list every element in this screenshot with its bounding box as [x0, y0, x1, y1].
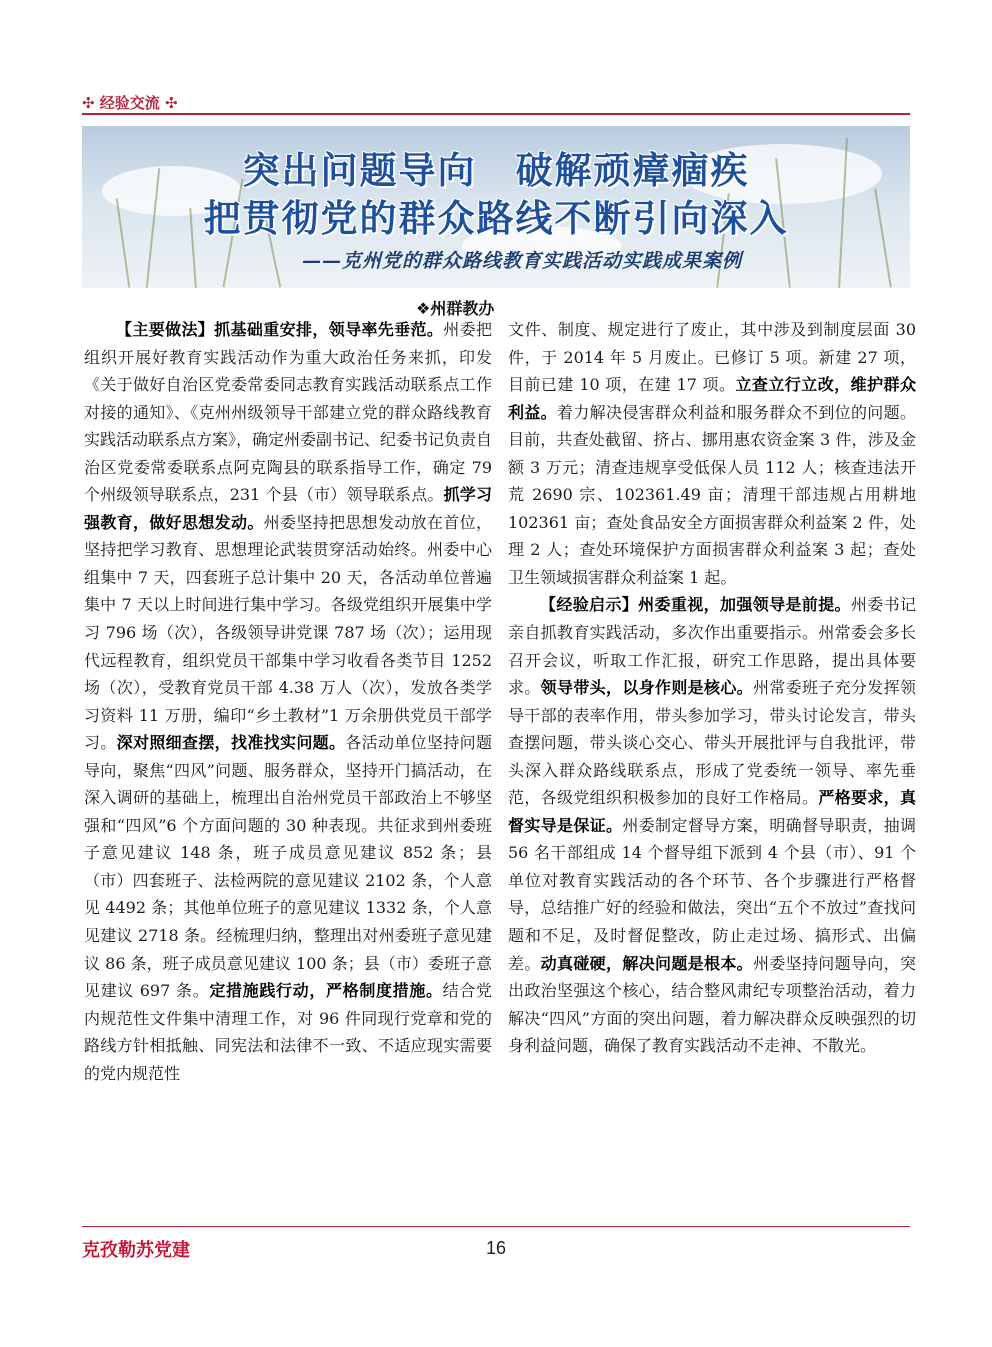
- bold-heading: 领导带头，以身作则是核心。: [540, 678, 753, 698]
- bold-heading: 定措施践行动，严格制度措施。: [209, 981, 443, 1001]
- bold-heading: 立查立行立改，维护群众利益。: [508, 375, 916, 422]
- article-title-line-1: 突出问题导向 破解顽瘴痼疾: [242, 149, 750, 192]
- footer-rule: [82, 1226, 910, 1227]
- page-number: 16: [486, 1238, 507, 1258]
- left-column: [84, 316, 492, 1087]
- bold-heading: 抓学习强教育，做好思想发动。: [84, 485, 492, 532]
- header-rule: [82, 113, 910, 115]
- bold-heading: 【经验启示】州委重视，加强领导是前提。: [540, 595, 851, 615]
- bold-heading: 动真碰硬，解决问题是根本。: [540, 953, 753, 973]
- section-tag: ✣ 经验交流 ✣: [82, 94, 178, 112]
- right-column: [508, 316, 916, 1060]
- bold-heading: 严格要求，真督实导是保证。: [508, 788, 916, 835]
- author-byline: ❖州群教办: [416, 299, 495, 318]
- paragraph: 【主要做法】抓基础重安排，领导率先垂范。州委把组织开展好教育实践活动作为重大政治任务来抓，印发《关于做好自治区党委常委同志教育实践活动联系点工作对接的通知》、《克州州级领导干部建立党的群众路线教育实践活动联系点方案》，确定州委副书记、纪委书记负责自治区党委常委联系点阿克陶县的联系指导工作，确定 79 个州级领导联系点，231 个县（市）领导联系点。抓学习强教育，做好思想发动。州委坚持把思想发动放在首位，坚持把学习教育、思想理论武装贯穿活动始终。州委中心组集中 7 天，四套班子总计集中 20 天，各活动单位普遍集中 7 天以上时间进行集中学习。各级党组织开展集中学习 796 场（次），各级领导讲党课 787 场（次）；运用现代远程教育，组织党员干部集中学习收看各类节目 1252 场（次），受教育党员干部 4.38 万人（次），发放各类学习资料 11 万册，编印“乡土教材”1 万余册供党员干部学习。深对照细查摆，找准找实问题。各活动单位坚持问题导向，聚焦“四风”问题、服务群众，坚持开门搞活动，在深入调研的基础上，梳理出自治州党员干部政治上不够坚强和“四风”6 个方面问题的 30 种表现。共征求到州委班子意见建议 148 条，班子成员意见建议 852 条；县（市）四套班子、法检两院的意见建议 2102 条，个人意见 4492 条；其他单位班子的意见建议 1332 条，个人意见建议 2718 条。经梳理归纳，整理出对州委班子意见建议 86 条，班子成员意见建议 100 条；县（市）委班子意见建议 697 条。定措施践行动，严格制度措施。结合党内规范性文件集中清理工作，对 96 件同现行党章和党的路线方针相抵触、同宪法和法律不一致、不适应现实需要的党内规范性: [84, 320, 493, 1083]
- journal-logo: 克孜勒苏党建: [82, 1240, 190, 1261]
- paragraph: 【经验启示】州委重视，加强领导是前提。州委书记亲自抓教育实践活动，多次作出重要指示。州常委会多长召开会议，听取工作汇报，研究工作思路，提出具体要求。领导带头，以身作则是核心。州常委班子充分发挥领导干部的表率作用，带头参加学习，带头讨论发言，带头查摆问题，带头谈心交心、带头开展批评与自我批评，带头深入群众路线联系点，形成了党委统一领导、率先垂范，各级党组织积极参加的良好工作格局。严格要求，真督实导是保证。州委制定督导方案，明确督导职责，抽调 56 名干部组成 14 个督导组下派到 4 个县（市）、91 个单位对教育实践活动的各个环节、各个步骤进行严格督导，总结推广好的经验和做法，突出“五个不放过”查找问题和不足，及时督促整改，防止走过场、搞形式、出偏差。动真碰硬，解决问题是根本。州委坚持问题导向，突出政治坚强这个核心，结合整风肃纪专项整治活动，着力解决“四风”方面的突出问题，着力解决群众反映强烈的切身利益问题，确保了教育实践活动不走神、不散光。: [508, 595, 916, 1056]
- article-title-line-2: 把贯彻党的群众路线不断引向深入: [203, 197, 789, 240]
- article-subtitle: ——克州党的群众路线教育实践活动实践成果案例: [302, 250, 743, 272]
- paragraph: 文件、制度、规定进行了废止，其中涉及到制度层面 30 件，于 2014 年 5 月废止。已修订 5 项。新建 27 项，目前已建 10 项，在建 17 项。立查立行立改，维护群众利益。着力解决侵害群众利益和服务群众不到位的问题。目前，共查处截留、挤占、挪用惠农资金案 3 件，涉及金额 3 万元；清查违规享受低保人员 112 人；核查违法开荒 2690 宗、102361.49 亩；清理干部违规占用耕地 102361 亩；查处食品安全方面损害群众利益案 2 件，处理 2 人；查处环境保护方面损害群众利益案 3 起；查处卫生领域损害群众利益案 1 起。: [508, 320, 916, 587]
- title-banner: [82, 126, 910, 288]
- bold-heading: 【主要做法】抓基础重安排，领导率先垂范。: [116, 320, 444, 339]
- bold-heading: 深对照细查摆，找准找实问题。: [116, 733, 346, 753]
